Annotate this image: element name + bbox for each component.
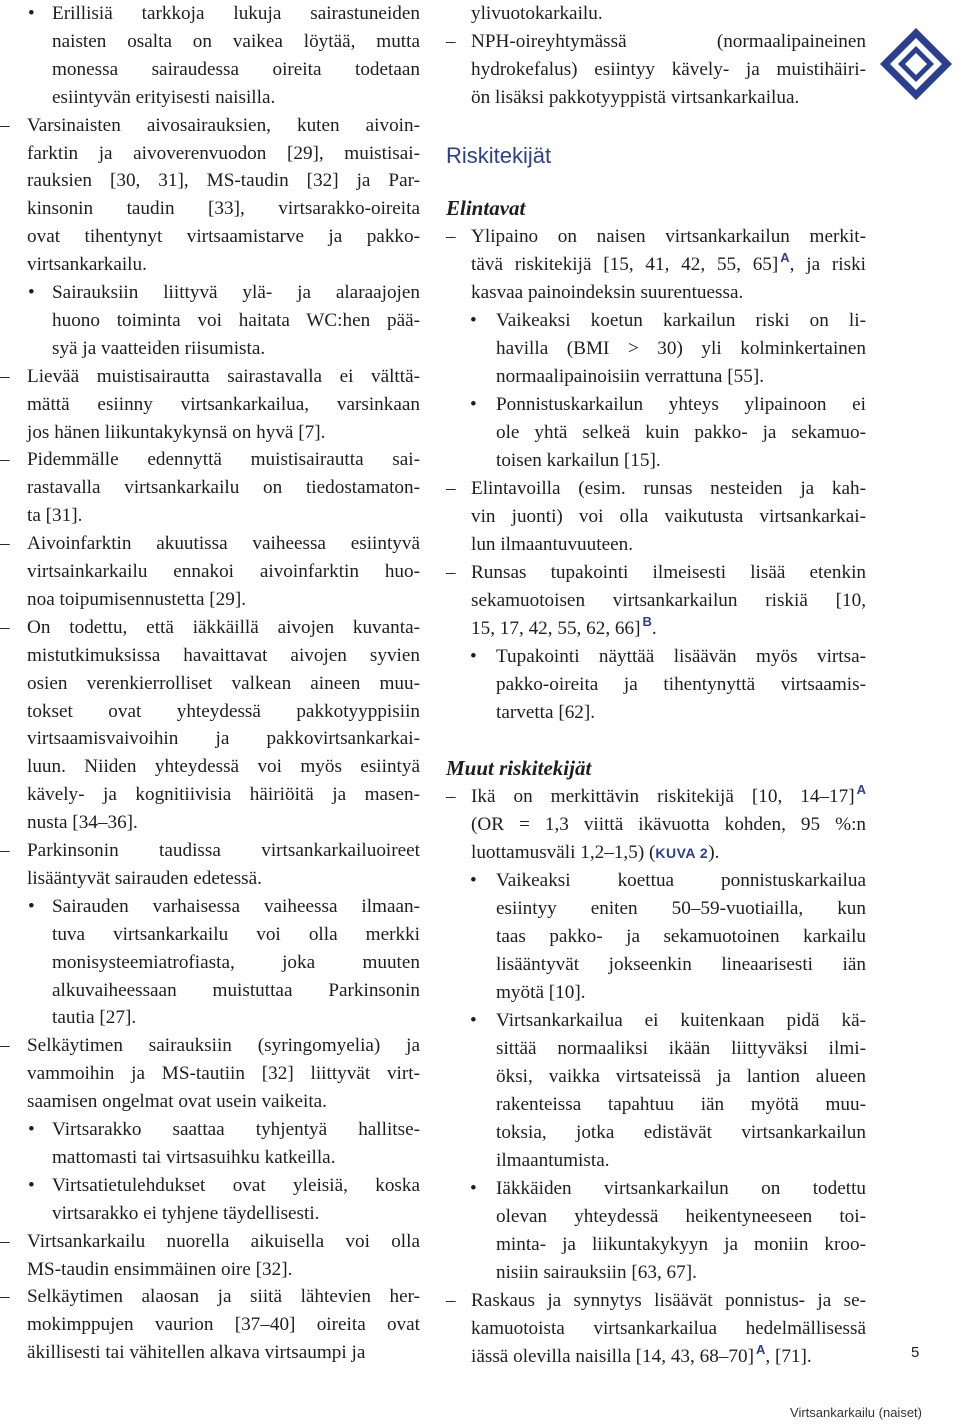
text-run: sittää normaaliksi ikään liittyväksi ilmi- xyxy=(496,1038,866,1059)
text-run: noa toipumisennustetta [29]. xyxy=(27,588,247,610)
dash-marker: – xyxy=(0,1230,10,1252)
dash-marker: – xyxy=(446,786,456,807)
text-run: jos hänen liikuntakykynsä on hyvä [7]. xyxy=(27,421,326,443)
text-line xyxy=(27,1088,420,1116)
text-line xyxy=(496,1119,866,1147)
text-run: hydrokefalus) esiintyy kävely- ja muistihäiri- xyxy=(471,59,866,80)
text-run: mattomasti tai virtsasuihku katkeilla. xyxy=(52,1146,336,1168)
text-run: äkillisesti tai vähitellen alkava virtsaumpi ja xyxy=(27,1342,366,1364)
text-line xyxy=(27,419,420,447)
text-run: . xyxy=(651,618,657,639)
text-run: kävely- ja kognitiivisia häiriöitä ja masen- xyxy=(27,784,420,806)
text-line xyxy=(496,699,866,727)
text-line xyxy=(28,1172,420,1200)
text-run: virtsainkarkailu ennakoi aivoinfarktin huo- xyxy=(27,561,420,582)
text-run: toisen karkailun [15]. xyxy=(496,450,661,471)
text-run: Pidemmälle edennyttä muistisairautta sai- xyxy=(27,449,420,471)
text-line xyxy=(27,642,420,670)
text-line xyxy=(470,643,866,671)
text-run: Lievää muistisairautta sairastavalla ei välttä- xyxy=(27,365,420,387)
text-run: Ylipaino on naisen virtsankarkailun merkit- xyxy=(471,226,866,247)
text-run: tautia [27]. xyxy=(52,1007,137,1029)
text-line xyxy=(470,307,866,335)
text-run: farktin ja aivoverenvuodon [29], muistisai- xyxy=(27,142,420,164)
text-line xyxy=(471,1343,866,1371)
text-run: pakko-oireita ja tihentynyttä virtsaamis- xyxy=(496,674,866,695)
text-run: virtsarakko ei tyhjene täydellisesti. xyxy=(52,1202,320,1224)
text-run: taas pakko- ja sekamuotoinen karkailu xyxy=(496,926,866,947)
dash-marker: – xyxy=(0,1035,10,1057)
text-run: Sairauden varhaisessa vaiheessa ilmaan- xyxy=(52,895,420,917)
text-line xyxy=(28,0,420,28)
bullet-marker: • xyxy=(470,394,477,415)
text-line xyxy=(52,1004,420,1032)
dash-marker: – xyxy=(0,616,10,638)
text-run: Virtsatietulehdukset ovat yleisiä, koska xyxy=(52,1174,420,1196)
text-line xyxy=(496,1203,866,1231)
text-run: kamuotoista virtsankarkailua hedelmällisessä xyxy=(471,1318,866,1339)
text-run: Ponnistuskarkailun yhteys ylipainoon ei xyxy=(496,394,866,415)
bullet-marker: • xyxy=(470,310,477,331)
text-line xyxy=(471,839,866,867)
text-run: alkuvaiheessaan muistuttaa Parkinsonin xyxy=(52,979,420,1001)
text-line xyxy=(27,140,420,168)
text-run: (OR = 1,3 viittä ikävuotta kohden, 95 %:n xyxy=(471,814,866,835)
text-line xyxy=(471,251,866,279)
text-run: kasvaa painoindeksin suurentuessa. xyxy=(471,282,744,303)
text-line xyxy=(52,921,420,949)
text-line xyxy=(27,502,420,530)
text-run: Tupakointi näyttää lisäävän myös virtsa- xyxy=(496,646,866,667)
text-line xyxy=(28,1116,420,1144)
text-run: Sairauksiin liittyvä ylä- ja alaraajojen xyxy=(52,282,420,303)
text-run: ön lisäksi pakkotyyppistä virtsankarkailua. xyxy=(471,87,800,108)
text-line xyxy=(446,782,866,811)
text-run: sekamuotoisen virtsankarkailun riskiä [10, xyxy=(471,590,866,611)
dash-marker: – xyxy=(0,449,10,471)
bullet-marker: • xyxy=(470,1178,477,1199)
text-line xyxy=(27,1256,420,1284)
bullet-marker: • xyxy=(28,3,35,24)
dash-marker: – xyxy=(0,365,10,387)
text-line xyxy=(496,951,866,979)
text-run: Virtsarakko saattaa tyhjentyä hallitse- xyxy=(52,1119,420,1140)
text-run: On todettu, että iäkkäillä aivojen kuvanta- xyxy=(27,616,420,638)
text-run: monessa sairaudessa oireita todetaan xyxy=(52,58,420,80)
figure-reference: KUVA 2 xyxy=(655,845,709,861)
text-run: tokset ovat yhteydessä pakkotyyppisiin xyxy=(27,700,420,722)
text-line xyxy=(0,1228,420,1256)
text-line xyxy=(471,587,866,615)
text-run: ole yhtä selkeä kuin pakko- ja sekamuo- xyxy=(496,422,866,443)
text-run: saamisen ongelmat ovat usein vaikeita. xyxy=(27,1091,327,1113)
text-run: normaalipainoisiin verrattuna [55]. xyxy=(496,366,765,387)
text-line xyxy=(0,1032,420,1060)
text-run: Selkäytimen alaosan ja siitä lähtevien her- xyxy=(27,1286,420,1308)
text-line xyxy=(470,391,866,419)
text-run: nisiin sairauksiin [63, 67]. xyxy=(496,1262,697,1283)
dash-marker: – xyxy=(0,114,10,136)
text-run: syä ja vaatteiden riisumista. xyxy=(52,337,266,359)
dash-marker: – xyxy=(0,840,10,861)
text-run: luun. Niiden yhteydessä voi myös esiintyä xyxy=(27,756,420,778)
text-run: kinsonin taudin [33], virtsarakko-oireita xyxy=(27,198,420,220)
text-line xyxy=(471,279,866,307)
text-run: Runsas tupakointi ilmeisesti lisää etenkin xyxy=(471,562,866,583)
text-line xyxy=(52,56,420,84)
text-run: toksia, jotka edistävät virtsankarkailun xyxy=(496,1122,866,1143)
text-line xyxy=(0,837,420,865)
text-line xyxy=(27,586,420,614)
text-line xyxy=(496,895,866,923)
bullet-marker: • xyxy=(28,1174,35,1196)
text-line xyxy=(471,531,866,559)
text-run: lun ilmaantuvuuteen. xyxy=(471,534,633,555)
text-line xyxy=(470,867,866,895)
text-line xyxy=(496,447,866,475)
subsection-elintavat: Elintavat xyxy=(446,196,526,220)
text-line xyxy=(52,28,420,56)
evidence-grade: B xyxy=(642,614,652,629)
text-line xyxy=(471,56,866,84)
text-run: tävä riskitekijä [15, 41, 42, 55, 65] xyxy=(471,254,779,275)
text-line xyxy=(446,475,866,503)
text-run: ta [31]. xyxy=(27,505,83,527)
text-line xyxy=(471,84,866,112)
text-line xyxy=(52,335,420,363)
text-run: havilla (BMI > 30) yli kolminkertainen xyxy=(496,338,866,359)
text-line xyxy=(0,614,420,642)
text-run: MS-taudin ensimmäinen oire [32]. xyxy=(27,1258,293,1280)
text-line xyxy=(446,223,866,251)
dash-marker: – xyxy=(446,478,456,499)
text-line xyxy=(52,84,420,112)
text-line xyxy=(446,28,866,56)
text-run: monisysteemiatrofiasta, joka muuten xyxy=(52,951,420,973)
text-line xyxy=(27,195,420,223)
dash-marker: – xyxy=(446,1290,456,1311)
evidence-grade: A xyxy=(755,1342,766,1357)
subsection-muut-riskitekijat: Muut riskitekijät xyxy=(446,756,592,780)
text-run: mokimppujen vaurion [37–40] oireita ovat xyxy=(27,1314,420,1336)
text-run: huono toiminta voi haitata WC:hen pää- xyxy=(52,309,420,331)
text-line xyxy=(496,1091,866,1119)
text-run: Virtsankarkailu nuorella aikuisella voi olla xyxy=(27,1230,420,1252)
text-run: myötä [10]. xyxy=(496,982,586,1003)
text-line xyxy=(27,167,420,195)
text-line xyxy=(52,1200,420,1228)
text-run: lisääntyvät sairauden edetessä. xyxy=(27,867,262,889)
text-line xyxy=(471,1315,866,1343)
text-line xyxy=(27,1339,420,1367)
text-run: Ikä on merkittävin riskitekijä [10, 14–17] xyxy=(471,786,855,807)
text-line xyxy=(446,559,866,587)
text-line xyxy=(27,1060,420,1088)
text-run: luottamusväli 1,2–1,5) ( xyxy=(471,842,656,863)
text-run: tuva virtsankarkailu voi olla merkki xyxy=(52,923,420,945)
text-run: naisten osalta on vaikea löytää, mutta xyxy=(52,30,420,52)
text-line xyxy=(27,698,420,726)
text-line xyxy=(496,1063,866,1091)
text-run: , [71]. xyxy=(765,1346,812,1367)
text-run: Raskaus ja synnytys lisäävät ponnistus- ja se- xyxy=(471,1290,866,1311)
text-run: virtsaamisvaivoihin ja pakkovirtsankarkai- xyxy=(27,728,420,750)
text-run: Aivoinfarktin akuutissa vaiheessa esiintyvä xyxy=(27,533,420,555)
section-title: Riskitekijät xyxy=(446,143,552,168)
text-line xyxy=(496,979,866,1007)
text-run: Virtsankarkailua ei kuitenkaan pidä kä- xyxy=(496,1010,866,1031)
text-line xyxy=(496,419,866,447)
text-line xyxy=(470,1175,866,1203)
text-line xyxy=(28,279,420,307)
text-line xyxy=(27,391,420,419)
bullet-marker: • xyxy=(470,646,477,667)
text-line xyxy=(496,363,866,391)
text-run: ovat tihentynyt virtsaamistarve ja pakko- xyxy=(27,226,420,248)
text-run: öksi, vaikka virtsateissä ja lantion alueen xyxy=(496,1066,866,1087)
dash-marker: – xyxy=(0,533,10,555)
text-line xyxy=(27,809,420,837)
text-run: iässä olevilla naisilla [14, 43, 68–70] xyxy=(471,1346,754,1367)
dash-marker: – xyxy=(0,1286,10,1308)
text-run: ). xyxy=(708,842,720,863)
text-line xyxy=(0,530,420,558)
text-run: Vaikeaksi koetun karkailun riski on li- xyxy=(496,310,866,331)
text-run: Vaikeaksi koettua ponnistuskarkailua xyxy=(496,870,866,891)
text-run: rauksien [30, 31], MS-taudin [32] ja Par- xyxy=(27,170,420,192)
text-line xyxy=(27,1311,420,1339)
bullet-marker: • xyxy=(28,895,35,917)
text-line xyxy=(470,1007,866,1035)
text-line xyxy=(27,474,420,502)
text-run: ylivuotokarkailu. xyxy=(471,3,603,24)
text-line xyxy=(496,1147,866,1175)
dash-marker: – xyxy=(446,226,456,247)
text-line xyxy=(0,112,420,140)
text-run: mistutkimuksissa havaittavat aivojen syvien xyxy=(27,644,420,666)
text-run: tarvetta [62]. xyxy=(496,702,596,723)
text-run: 15, 17, 42, 55, 62, 66] xyxy=(471,618,641,639)
text-run: Erillisiä tarkkoja lukuja sairastuneiden xyxy=(52,3,420,24)
text-run: olevan yhteydessä heikentyneeseen toi- xyxy=(496,1206,866,1227)
text-run: virtsankarkailu. xyxy=(27,254,147,276)
text-line xyxy=(27,865,420,893)
text-run: vin juonti) voi olla vaikutusta virtsankarkai- xyxy=(471,506,866,527)
text-line xyxy=(27,251,420,279)
text-line xyxy=(27,753,420,781)
dash-marker: – xyxy=(446,562,456,583)
text-line xyxy=(27,670,420,698)
text-line xyxy=(496,335,866,363)
text-run: Iäkkäiden virtsankarkailun on todettu xyxy=(496,1178,866,1199)
text-run: Elintavoilla (esim. runsas nesteiden ja kah- xyxy=(471,478,866,499)
text-line xyxy=(496,923,866,951)
text-run: Parkinsonin taudissa virtsankarkailuoireet xyxy=(27,840,420,861)
bullet-marker: • xyxy=(470,870,477,891)
text-run: osien verenkierrolliset valkean aineen muu- xyxy=(27,672,420,694)
text-run: esiintyvän erityisesti naisilla. xyxy=(52,86,276,108)
evidence-grade: A xyxy=(856,782,866,797)
text-line xyxy=(0,1283,420,1311)
text-run: minta- ja liikuntakykyyn ja moniin kroo- xyxy=(496,1234,866,1255)
text-line xyxy=(471,811,866,839)
text-run: rastavalla virtsankarkailu on tiedostamaton- xyxy=(27,477,420,499)
evidence-grade: A xyxy=(780,250,790,265)
text-line xyxy=(27,223,420,251)
text-line xyxy=(27,725,420,753)
text-run: lisääntyvät jokseenkin lineaarisesti iän xyxy=(496,954,866,975)
text-run: vammoihin ja MS-tautiin [32] liittyvät virt- xyxy=(27,1063,420,1085)
text-run: , ja riski xyxy=(789,254,866,275)
text-run: NPH-oireyhtymässä (normaalipaineinen xyxy=(471,31,866,52)
bullet-marker: • xyxy=(470,1010,477,1031)
text-line xyxy=(496,1231,866,1259)
text-run: nusta [34–36]. xyxy=(27,812,138,834)
text-line xyxy=(0,446,420,474)
text-line xyxy=(496,1035,866,1063)
text-run: Varsinaisten aivosairauksien, kuten aivoin- xyxy=(27,114,420,136)
dash-marker: – xyxy=(446,31,456,52)
text-run: esiintyy eniten 50–59-vuotiailla, kun xyxy=(496,898,866,919)
text-line xyxy=(471,503,866,531)
text-line xyxy=(471,0,866,28)
text-line xyxy=(52,977,420,1005)
text-line xyxy=(52,949,420,977)
text-line xyxy=(496,671,866,699)
text-line xyxy=(52,307,420,335)
text-line xyxy=(27,558,420,586)
bullet-marker: • xyxy=(28,1119,35,1140)
bullet-marker: • xyxy=(28,282,35,303)
text-line xyxy=(496,1259,866,1287)
text-line xyxy=(28,893,420,921)
text-run: Selkäytimen sairauksiin (syringomyelia) ja xyxy=(27,1035,420,1057)
text-line xyxy=(471,615,866,643)
page-number: 5 xyxy=(911,1344,920,1361)
running-footer: Virtsankarkailu (naiset) xyxy=(790,1405,922,1420)
text-line xyxy=(446,1287,866,1315)
text-run: mättä esiinny virtsankarkailua, varsinkaan xyxy=(27,393,420,415)
text-run: rakenteissa tapahtuu iän myötä muu- xyxy=(496,1094,866,1115)
publisher-logo-icon xyxy=(878,26,954,102)
text-run: ilmaantumista. xyxy=(496,1150,610,1171)
text-line xyxy=(0,363,420,391)
text-line xyxy=(52,1144,420,1172)
text-line xyxy=(27,781,420,809)
